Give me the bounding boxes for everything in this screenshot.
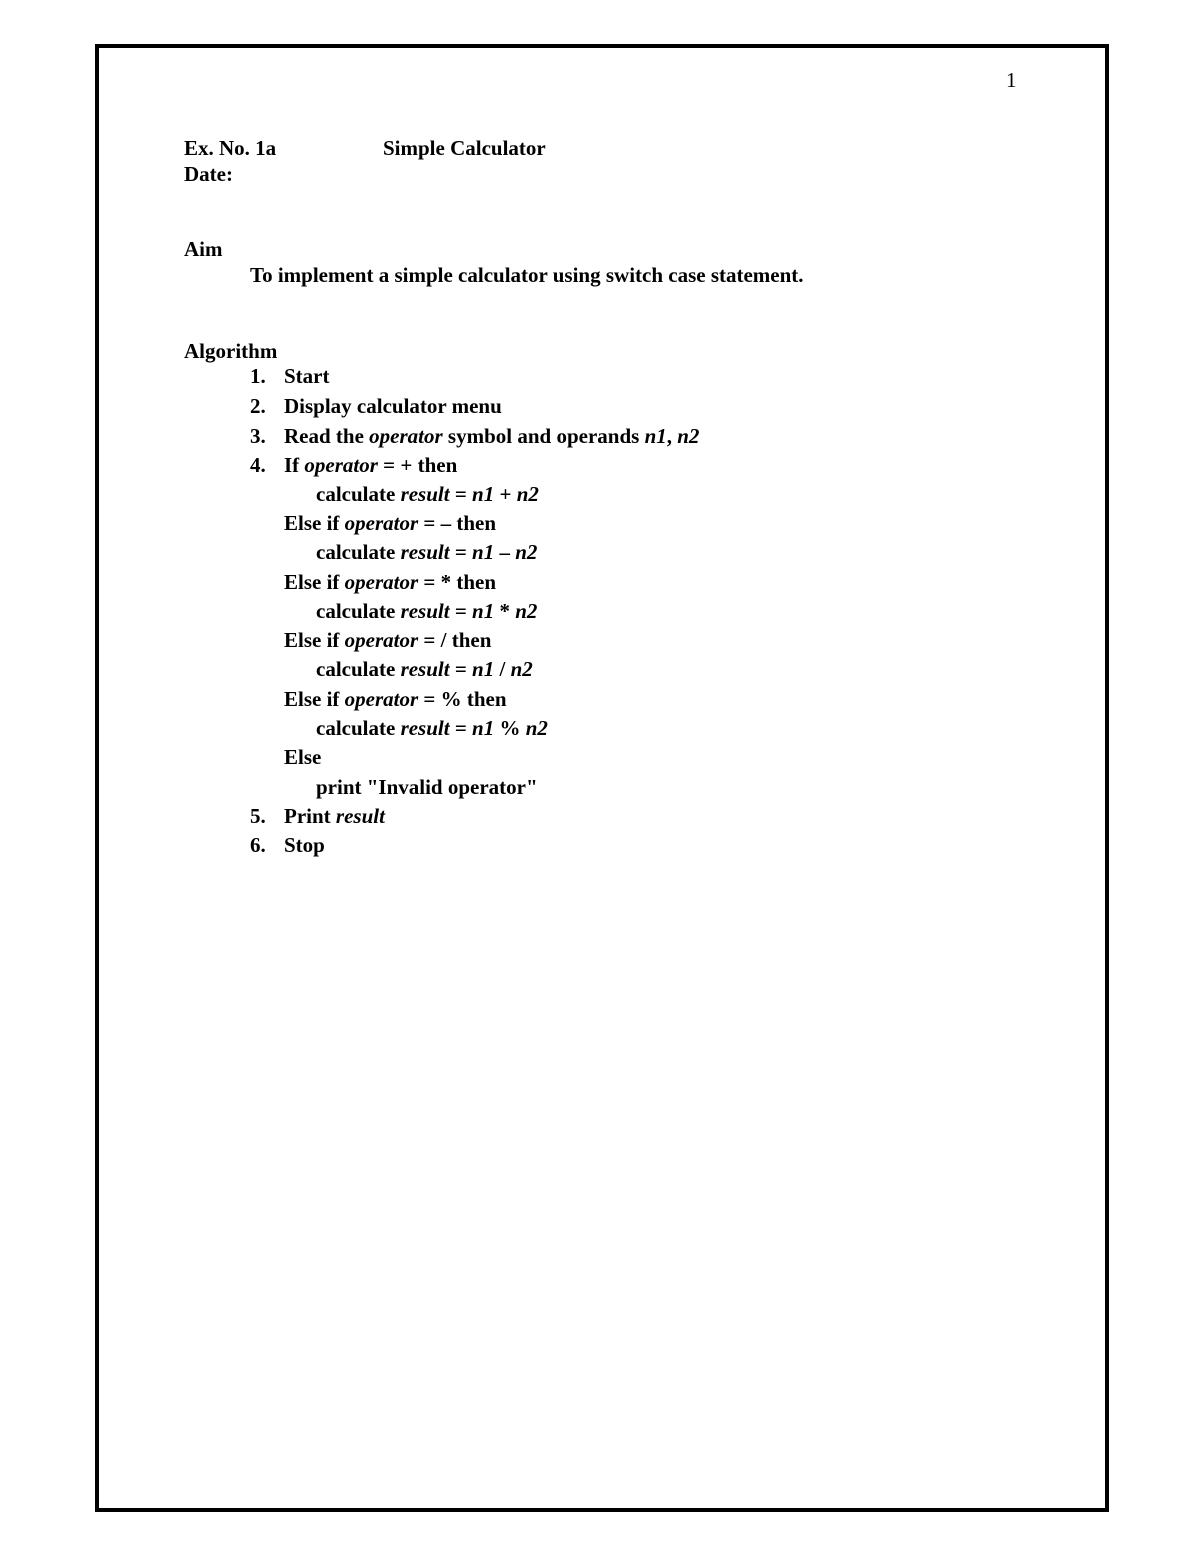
variable-result: result (400, 599, 450, 623)
calculate-line (316, 657, 533, 682)
variable-n1: n1 (472, 716, 495, 740)
variable-n2: n2 (515, 599, 538, 623)
text-fragment: = (449, 716, 473, 740)
date-label: Date: (184, 162, 233, 186)
text-fragment: Else if (284, 628, 345, 652)
variable-operator: operator (344, 511, 419, 535)
text-fragment: Else if (284, 570, 345, 594)
text-fragment: = % then (418, 687, 507, 711)
document-title: Simple Calculator (383, 136, 546, 160)
text-fragment: + (494, 482, 517, 506)
step-text (284, 804, 385, 829)
variable-result: result (400, 540, 450, 564)
text-fragment: Print (284, 804, 336, 828)
variable-n2: n2 (516, 482, 539, 506)
text-fragment: calculate (316, 540, 401, 564)
calculate-line (316, 482, 539, 507)
else-if-line (284, 511, 496, 536)
variable-n1: n1 (472, 657, 495, 681)
text-fragment: – (494, 540, 516, 564)
text-fragment: calculate (316, 482, 401, 506)
text-fragment: Else if (284, 511, 345, 535)
variable-n2: n2 (525, 716, 548, 740)
else-line: Else (284, 745, 322, 769)
text-fragment: Else if (284, 687, 345, 711)
variable-result: result (400, 657, 450, 681)
aim-heading: Aim (184, 237, 223, 261)
step-number: 6. (250, 833, 266, 857)
text-fragment: If (284, 453, 305, 477)
step-number: 5. (250, 804, 266, 828)
text-fragment: / (494, 657, 511, 681)
algorithm-heading: Algorithm (184, 339, 278, 363)
else-if-line (284, 687, 507, 712)
text-fragment: = (449, 657, 473, 681)
variable-result: result (400, 482, 450, 506)
variable-operator: operator (369, 424, 443, 448)
text-fragment: = (449, 540, 473, 564)
variable-n1: n1 (472, 482, 495, 506)
step-number: 4. (250, 453, 266, 477)
text-fragment: = (449, 482, 473, 506)
variable-n1: n1 (472, 540, 495, 564)
else-if-line (284, 570, 496, 595)
step-text (284, 453, 457, 478)
text-fragment: calculate (316, 657, 401, 681)
step-text (284, 424, 699, 449)
variable-n2: n2 (515, 540, 538, 564)
variable-n1: n1 (472, 599, 495, 623)
text-fragment: = / then (418, 628, 492, 652)
variable-operator: operator (344, 687, 419, 711)
text-fragment: % (494, 716, 526, 740)
variable-n2: n2 (677, 424, 700, 448)
exercise-number: Ex. No. 1a (184, 136, 277, 160)
text-fragment: = (449, 599, 473, 623)
text-fragment: calculate (316, 716, 401, 740)
page-number: 1 (1006, 68, 1017, 92)
variable-result: result (400, 716, 450, 740)
text-fragment: * (494, 599, 516, 623)
step-text: Start (284, 364, 330, 388)
variable-operator: operator (344, 628, 419, 652)
variable-operator: operator (344, 570, 419, 594)
aim-text: To implement a simple calculator using switch case statement. (250, 263, 804, 287)
variable-n1: n1 (644, 424, 667, 448)
variable-operator: operator (304, 453, 378, 477)
text-fragment: Read the (284, 424, 370, 448)
calculate-line (316, 599, 537, 624)
variable-result: result (335, 804, 385, 828)
text-fragment: = + then (377, 453, 458, 477)
step-number: 1. (250, 364, 266, 388)
calculate-line (316, 716, 548, 741)
text-fragment: calculate (316, 599, 401, 623)
calculate-line (316, 540, 537, 565)
step-text: Stop (284, 833, 325, 857)
else-action-line: print "Invalid operator" (316, 775, 538, 799)
text-fragment: = – then (418, 511, 497, 535)
text-fragment: = * then (418, 570, 497, 594)
text-fragment: , (666, 424, 678, 448)
step-text: Display calculator menu (284, 394, 502, 418)
step-number: 2. (250, 394, 266, 418)
variable-n2: n2 (510, 657, 533, 681)
else-if-line (284, 628, 491, 653)
text-fragment: symbol and operands (442, 424, 645, 448)
step-number: 3. (250, 424, 266, 448)
